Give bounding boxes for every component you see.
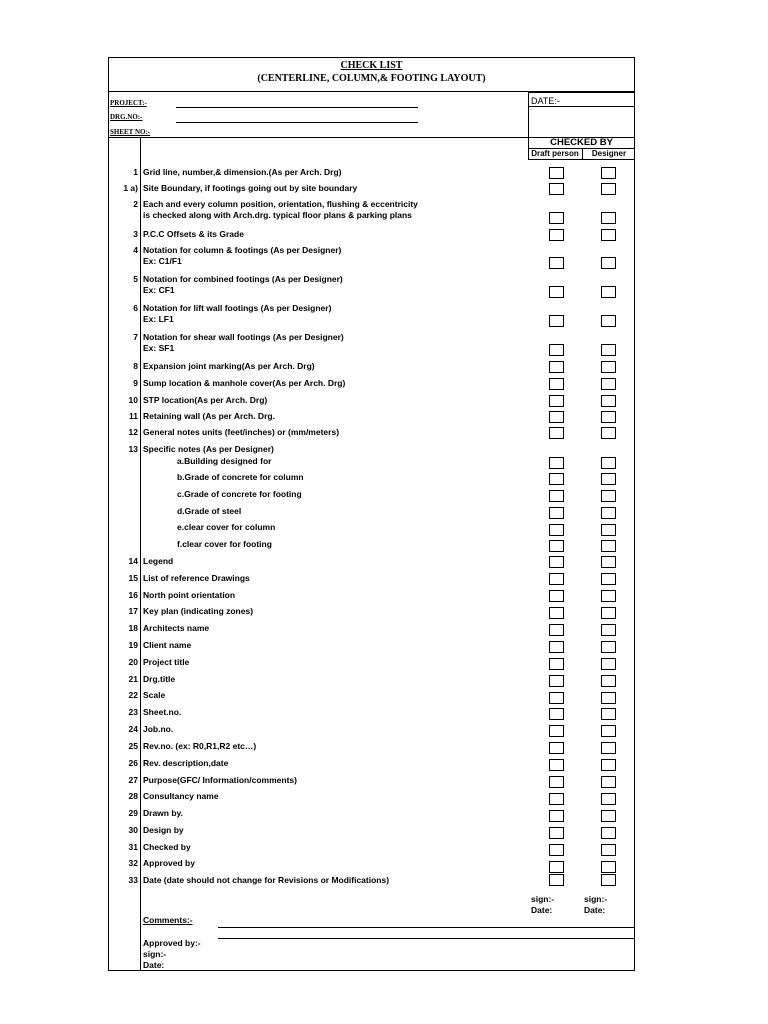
- designer-checkbox[interactable]: [601, 427, 616, 439]
- draft-person-checkbox[interactable]: [549, 507, 564, 519]
- draft-person-checkbox[interactable]: [549, 286, 564, 298]
- draft-person-checkbox[interactable]: [549, 759, 564, 771]
- comments-label: Comments:-: [143, 915, 193, 925]
- designer-checkbox[interactable]: [601, 810, 616, 822]
- designer-checkbox[interactable]: [601, 874, 616, 886]
- item-text: Scale: [143, 690, 166, 700]
- draft-person-checkbox[interactable]: [549, 708, 564, 720]
- comments-field[interactable]: [218, 927, 634, 928]
- sub-item-text: b.Grade of concrete for column: [177, 472, 304, 482]
- designer-checkbox[interactable]: [601, 573, 616, 585]
- item-text: Notation for combined footings (As per Designer): [143, 274, 343, 284]
- divider: [528, 92, 634, 93]
- item-text: Architects name: [143, 623, 210, 633]
- designer-sign-label: sign:-: [584, 894, 608, 904]
- item-number: 8: [133, 361, 138, 371]
- draft-person-checkbox[interactable]: [549, 556, 564, 568]
- item-number: 2: [133, 199, 138, 209]
- designer-checkbox[interactable]: [601, 473, 616, 485]
- draft-person-checkbox[interactable]: [549, 315, 564, 327]
- designer-checkbox[interactable]: [601, 675, 616, 687]
- item-text: Approved by: [143, 858, 195, 868]
- item-number: 26: [128, 758, 138, 768]
- item-number: 31: [128, 842, 138, 852]
- item-number: 23: [128, 707, 138, 717]
- draft-person-checkbox[interactable]: [549, 395, 564, 407]
- draft-person-checkbox[interactable]: [549, 573, 564, 585]
- draft-person-checkbox[interactable]: [549, 344, 564, 356]
- item-number: 17: [128, 606, 138, 616]
- draft-person-checkbox[interactable]: [549, 624, 564, 636]
- item-number: 1 a): [123, 183, 138, 193]
- item-number: 13: [128, 444, 138, 454]
- designer-checkbox[interactable]: [601, 229, 616, 241]
- item-text: Sump location & manhole cover(As per Arch. Drg): [143, 378, 346, 388]
- item-text: Expansion joint marking(As per Arch. Drg): [143, 361, 315, 371]
- draft-person-checkbox[interactable]: [549, 827, 564, 839]
- project-field[interactable]: [176, 107, 418, 108]
- draft-person-checkbox[interactable]: [549, 776, 564, 788]
- page-subtitle: (CENTERLINE, COLUMN,& FOOTING LAYOUT): [257, 73, 486, 84]
- draft-person-checkbox[interactable]: [549, 257, 564, 269]
- item-text: Ex: LF1: [143, 314, 174, 324]
- item-text: Legend: [143, 556, 174, 566]
- item-number: 1: [133, 167, 138, 177]
- item-text: Rev. description,date: [143, 758, 229, 768]
- item-number: 14: [128, 556, 138, 566]
- designer-checkbox[interactable]: [601, 183, 616, 195]
- project-label: PROJECT:-: [110, 99, 147, 107]
- designer-checkbox[interactable]: [601, 457, 616, 469]
- item-number: 5: [133, 274, 138, 284]
- designer-date-label: Date:: [584, 905, 606, 915]
- sheet-no-label: SHEET NO:-: [110, 128, 151, 136]
- draft-person-checkbox[interactable]: [549, 540, 564, 552]
- draft-person-checkbox[interactable]: [549, 427, 564, 439]
- item-number: 25: [128, 741, 138, 751]
- item-text: Ex: C1/F1: [143, 256, 182, 266]
- draft-person-checkbox[interactable]: [549, 874, 564, 886]
- designer-checkbox[interactable]: [601, 607, 616, 619]
- item-number: 15: [128, 573, 138, 583]
- item-number: 20: [128, 657, 138, 667]
- item-text: Rev.no. (ex: R0,R1,R2 etc…): [143, 741, 257, 751]
- designer-checkbox[interactable]: [601, 556, 616, 568]
- designer-checkbox[interactable]: [601, 507, 616, 519]
- draft-person-checkbox[interactable]: [549, 457, 564, 469]
- draft-person-checkbox[interactable]: [549, 742, 564, 754]
- item-text: Consultancy name: [143, 791, 219, 801]
- item-text: Ex: CF1: [143, 285, 175, 295]
- item-text: Drawn by.: [143, 808, 183, 818]
- designer-checkbox[interactable]: [601, 361, 616, 373]
- draft-person-checkbox[interactable]: [549, 361, 564, 373]
- sub-item-text: a.Building designed for: [177, 456, 272, 466]
- checked-by-header: CHECKED BY: [550, 137, 613, 148]
- item-number: 18: [128, 623, 138, 633]
- designer-checkbox[interactable]: [601, 395, 616, 407]
- designer-checkbox[interactable]: [601, 315, 616, 327]
- designer-checkbox[interactable]: [601, 524, 616, 536]
- item-text: Each and every column position, orientation, flushing & eccentricity: [143, 199, 418, 209]
- draft-person-checkbox[interactable]: [549, 861, 564, 873]
- divider: [528, 159, 634, 160]
- approver-date-label: Date:: [143, 960, 165, 970]
- item-text: Ex: SF1: [143, 343, 175, 353]
- designer-checkbox[interactable]: [601, 827, 616, 839]
- item-text: List of reference Drawings: [143, 573, 250, 583]
- draft-person-checkbox[interactable]: [549, 378, 564, 390]
- sub-item-text: c.Grade of concrete for footing: [177, 489, 302, 499]
- item-text: North point orientation: [143, 590, 236, 600]
- divider: [528, 92, 529, 137]
- item-number: 32: [128, 858, 138, 868]
- draft-person-checkbox[interactable]: [549, 844, 564, 856]
- item-text: Key plan (indicating zones): [143, 606, 254, 616]
- item-text: Project title: [143, 657, 190, 667]
- designer-checkbox[interactable]: [601, 776, 616, 788]
- item-number: 33: [128, 875, 138, 885]
- item-text: Design by: [143, 825, 184, 835]
- draft-person-checkbox[interactable]: [549, 692, 564, 704]
- drg-no-label: DRG.NO:-: [110, 113, 143, 121]
- item-number: 30: [128, 825, 138, 835]
- sub-item-text: f.clear cover for footing: [177, 539, 272, 549]
- item-text: Site Boundary, if footings going out by site boundary: [143, 183, 358, 193]
- comments-field-line2[interactable]: [218, 938, 634, 939]
- sub-item-text: e.clear cover for column: [177, 522, 276, 532]
- item-number: 22: [128, 690, 138, 700]
- item-number: 28: [128, 791, 138, 801]
- item-number: 24: [128, 724, 138, 734]
- approved-by-label: Approved by:-: [143, 938, 201, 948]
- item-text: Job.no.: [143, 724, 174, 734]
- designer-checkbox[interactable]: [601, 641, 616, 653]
- designer-checkbox[interactable]: [601, 490, 616, 502]
- designer-checkbox[interactable]: [601, 742, 616, 754]
- item-number: 27: [128, 775, 138, 785]
- designer-checkbox[interactable]: [601, 708, 616, 720]
- item-text: Notation for lift wall footings (As per Designer): [143, 303, 332, 313]
- designer-checkbox[interactable]: [601, 411, 616, 423]
- item-text: Specific notes (As per Designer): [143, 444, 274, 454]
- designer-checkbox[interactable]: [601, 658, 616, 670]
- draft-person-checkbox[interactable]: [549, 607, 564, 619]
- item-text: Notation for column & footings (As per Designer): [143, 245, 342, 255]
- draft-person-checkbox[interactable]: [549, 590, 564, 602]
- designer-checkbox[interactable]: [601, 793, 616, 805]
- item-text: is checked along with Arch.drg. typical floor plans & parking plans: [143, 210, 412, 220]
- draft-person-checkbox[interactable]: [549, 167, 564, 179]
- draft-person-checkbox[interactable]: [549, 675, 564, 687]
- draft-person-checkbox[interactable]: [549, 725, 564, 737]
- draft-person-checkbox[interactable]: [549, 411, 564, 423]
- divider: [140, 137, 141, 970]
- draft-person-checkbox[interactable]: [549, 524, 564, 536]
- item-number: 11: [129, 411, 138, 421]
- item-text: Purpose(GFC/ Information/comments): [143, 775, 297, 785]
- item-number: 9: [133, 378, 138, 388]
- draft-person-checkbox[interactable]: [549, 183, 564, 195]
- item-text: Date (date should not change for Revisions or Modifications): [143, 875, 390, 885]
- designer-checkbox[interactable]: [601, 759, 616, 771]
- date-field[interactable]: [528, 106, 634, 107]
- item-text: Drg.title: [143, 674, 176, 684]
- designer-checkbox[interactable]: [601, 167, 616, 179]
- page-title: CHECK LIST: [340, 60, 403, 71]
- designer-checkbox[interactable]: [601, 861, 616, 873]
- item-number: 16: [128, 590, 138, 600]
- designer-checkbox[interactable]: [601, 725, 616, 737]
- designer-checkbox[interactable]: [601, 257, 616, 269]
- draft-person-checkbox[interactable]: [549, 793, 564, 805]
- item-text: Retaining wall (As per Arch. Drg.: [143, 411, 275, 421]
- item-number: 21: [128, 674, 138, 684]
- item-text: Notation for shear wall footings (As per Designer): [143, 332, 344, 342]
- draft-person-checkbox[interactable]: [549, 810, 564, 822]
- item-number: 4: [133, 245, 138, 255]
- date-label: DATE:-: [531, 96, 560, 106]
- item-number: 19: [128, 640, 138, 650]
- designer-checkbox[interactable]: [601, 844, 616, 856]
- item-number: 6: [133, 303, 138, 313]
- draft-person-checkbox[interactable]: [549, 641, 564, 653]
- designer-checkbox[interactable]: [601, 344, 616, 356]
- item-number: 12: [128, 427, 138, 437]
- draft-person-checkbox[interactable]: [549, 212, 564, 224]
- designer-checkbox[interactable]: [601, 212, 616, 224]
- item-number: 7: [133, 332, 138, 342]
- draft-person-checkbox[interactable]: [549, 473, 564, 485]
- designer-checkbox[interactable]: [601, 378, 616, 390]
- draft-person-checkbox[interactable]: [549, 658, 564, 670]
- designer-checkbox[interactable]: [601, 540, 616, 552]
- checklist-sheet: [108, 57, 635, 971]
- item-text: Checked by: [143, 842, 191, 852]
- item-text: P.C.C Offsets & its Grade: [143, 229, 244, 239]
- draft-person-header: Draft person: [531, 149, 579, 158]
- sub-item-text: d.Grade of steel: [177, 506, 242, 516]
- item-text: STP location(As per Arch. Drg): [143, 395, 268, 405]
- draft-person-sign-label: sign:-: [531, 894, 555, 904]
- designer-checkbox[interactable]: [601, 590, 616, 602]
- designer-header: Designer: [591, 149, 627, 158]
- item-text: General notes units (feet/inches) or (mm/meters): [143, 427, 340, 437]
- designer-checkbox[interactable]: [601, 692, 616, 704]
- item-number: 29: [128, 808, 138, 818]
- item-text: Grid line, number,& dimension.(As per Arch. Drg): [143, 167, 342, 177]
- designer-checkbox[interactable]: [601, 286, 616, 298]
- approver-sign-label: sign:-: [143, 949, 167, 959]
- draft-person-date-label: Date:: [531, 905, 553, 915]
- item-number: 10: [128, 395, 138, 405]
- item-text: Sheet.no.: [143, 707, 182, 717]
- draft-person-checkbox[interactable]: [549, 229, 564, 241]
- designer-checkbox[interactable]: [601, 624, 616, 636]
- item-text: Client name: [143, 640, 192, 650]
- drg-no-field[interactable]: [176, 122, 418, 123]
- draft-person-checkbox[interactable]: [549, 490, 564, 502]
- item-number: 3: [133, 229, 138, 239]
